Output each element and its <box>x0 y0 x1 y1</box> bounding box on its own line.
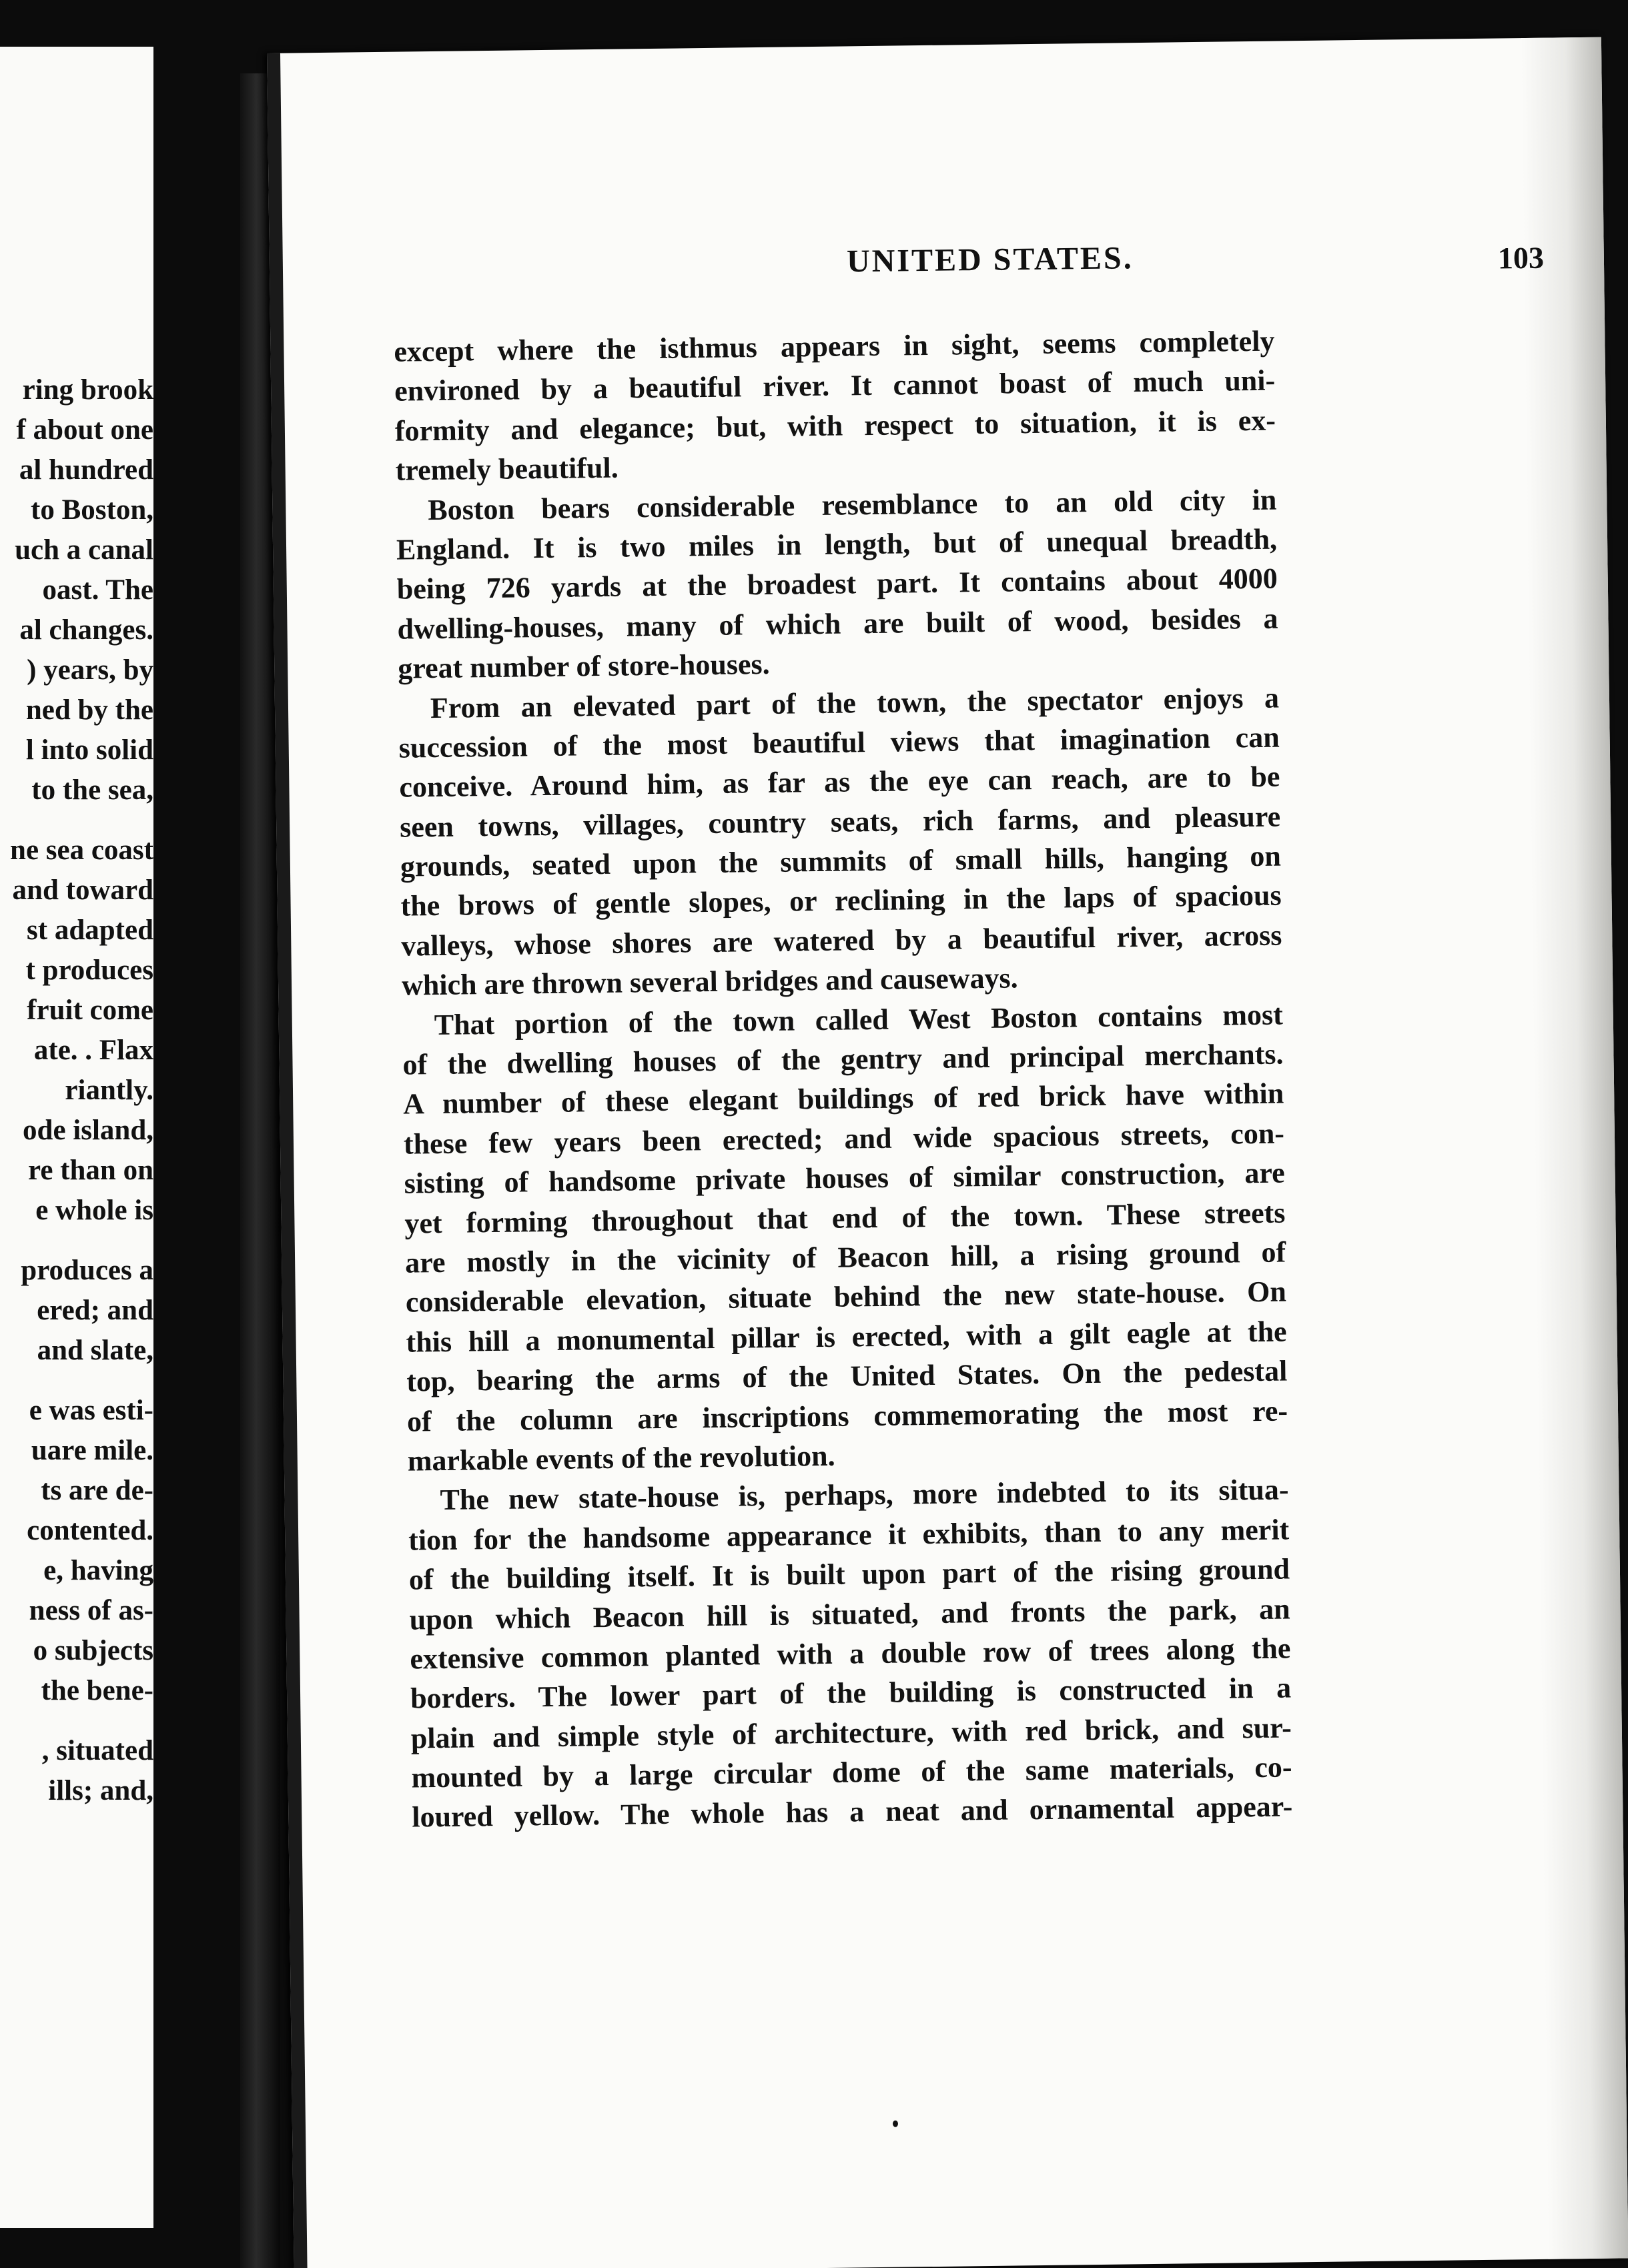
text-line: of the dwelling houses of the gentry and principal merchants. <box>402 1037 1284 1081</box>
text-line: From an elevated part of the town, the spectator enjoys a <box>430 681 1280 724</box>
left-line: e, having <box>43 1555 153 1586</box>
left-line: st adapted <box>27 915 153 946</box>
text-line: borders. The lower part of the building is constructed in a <box>410 1671 1292 1715</box>
right-page <box>267 37 1628 2268</box>
left-line: re than on <box>28 1155 153 1186</box>
left-line: al changes. <box>19 614 153 646</box>
text-line: sisting of handsome private houses of similar construction, are <box>404 1156 1285 1200</box>
text-line: England. It is two miles in length, but of unequal breadth, <box>396 522 1278 566</box>
text-line: dwelling-houses, many of which are built of wood, besides a <box>397 602 1278 646</box>
left-line: uch a canal <box>15 534 153 566</box>
left-line: al hundred <box>19 454 153 486</box>
ink-speck <box>893 2121 898 2127</box>
left-line: f about one <box>16 414 153 446</box>
left-line: uare mile. <box>31 1435 153 1466</box>
left-line: e whole is <box>35 1195 153 1226</box>
text-line: this hill a monumental pillar is erected, with a gilt eagle at the <box>406 1315 1287 1359</box>
left-line: ne sea coast <box>10 834 153 866</box>
left-line: ned by the <box>25 694 153 726</box>
left-line: riantly. <box>65 1075 153 1106</box>
left-line: the bene- <box>41 1675 153 1706</box>
text-line: A number of these elegant buildings of red brick have within <box>402 1077 1284 1121</box>
text-line: the brows of gentle slopes, or reclining in the laps of spacious <box>400 879 1282 923</box>
text-line: of the column are inscriptions commemorating the most re- <box>406 1394 1288 1438</box>
text-line: which are thrown several bridges and causeways. <box>401 961 1018 1002</box>
left-line: ode island, <box>23 1115 153 1146</box>
left-page <box>0 47 153 2228</box>
text-line: except where the isthmus appears in sight, seems completely <box>394 324 1275 368</box>
left-line: fruit come <box>27 995 153 1026</box>
left-line: produces a <box>21 1255 153 1286</box>
left-line: ness of as- <box>29 1595 153 1626</box>
page-edge-shadow <box>1521 37 1628 2259</box>
left-line: to Boston, <box>31 494 153 526</box>
text-line: top, bearing the arms of the United States. On the pedestal <box>406 1354 1288 1398</box>
left-line: and toward <box>12 875 153 906</box>
left-line: t produces <box>25 955 153 986</box>
text-line: grounds, seated upon the summits of small hills, hanging on <box>400 839 1282 883</box>
text-line: conceive. Around him, as far as the eye can reach, are to be <box>399 760 1280 804</box>
text-line: loured yellow. The whole has a neat and ornamental appear- <box>412 1790 1293 1834</box>
text-line: succession of the most beautiful views that imagination can <box>398 720 1280 764</box>
running-head <box>657 235 1551 292</box>
left-line: ate. . Flax <box>33 1035 153 1066</box>
text-line: That portion of the town called West Boston contains most <box>434 998 1284 1041</box>
running-title: UNITED STATES. <box>846 240 1134 279</box>
body-text <box>394 322 1292 1838</box>
left-line: e was esti- <box>29 1395 153 1426</box>
text-line: being 726 yards at the broadest part. It contains about 4000 <box>396 562 1278 606</box>
text-line: seen towns, villages, country seats, rich farms, and pleasure <box>399 800 1281 844</box>
text-line: upon which Beacon hill is situated, and fronts the park, an <box>409 1592 1290 1636</box>
left-line: oast. The <box>42 574 153 606</box>
text-line: Boston bears considerable resemblance to an old city in <box>428 483 1277 526</box>
page-number: 103 <box>1497 240 1545 275</box>
left-line: ) years, by <box>27 654 153 686</box>
left-line: to the sea, <box>31 774 153 806</box>
left-page-text <box>3 370 153 1811</box>
left-line: and slate, <box>37 1335 153 1366</box>
text-line: plain and simple style of architecture, with red brick, and sur- <box>410 1711 1292 1755</box>
text-line: yet forming throughout that end of the town. These streets <box>404 1196 1286 1240</box>
left-line: ered; and <box>37 1295 153 1326</box>
text-line: The new state-house is, perhaps, more indebted to its situa- <box>440 1473 1289 1517</box>
text-line: great number of store-houses. <box>397 647 770 685</box>
left-line: contented. <box>27 1515 153 1546</box>
text-line: markable events of the revolution. <box>407 1439 835 1478</box>
text-line: mounted by a large circular dome of the same materials, co- <box>411 1750 1292 1794</box>
text-line: environed by a beautiful river. It cannot boast of much uni- <box>394 364 1276 408</box>
left-line: ts are de- <box>41 1475 153 1506</box>
text-line: are mostly in the vicinity of Beacon hill, a rising ground of <box>404 1235 1286 1279</box>
text-line: considerable elevation, situate behind the new state-house. On <box>405 1275 1287 1319</box>
left-line: ring brook <box>22 374 153 406</box>
text-line: these few years been erected; and wide spacious streets, con- <box>403 1117 1285 1161</box>
text-line: formity and elegance; but, with respect to situation, it is ex- <box>394 404 1276 448</box>
text-line: valleys, whose shores are watered by a beautiful river, across <box>401 919 1282 963</box>
left-line: , situated <box>41 1735 153 1766</box>
text-line: tremely beautiful. <box>395 451 619 487</box>
text-line: of the building itself. It is built upon part of the rising ground <box>408 1552 1290 1596</box>
left-line: l into solid <box>25 734 153 766</box>
left-line: ills; and, <box>48 1775 153 1806</box>
text-line: extensive common planted with a double row of trees along the <box>410 1632 1291 1676</box>
left-line: o subjects <box>33 1635 153 1666</box>
text-line: tion for the handsome appearance it exhibits, than to any merit <box>408 1513 1290 1557</box>
